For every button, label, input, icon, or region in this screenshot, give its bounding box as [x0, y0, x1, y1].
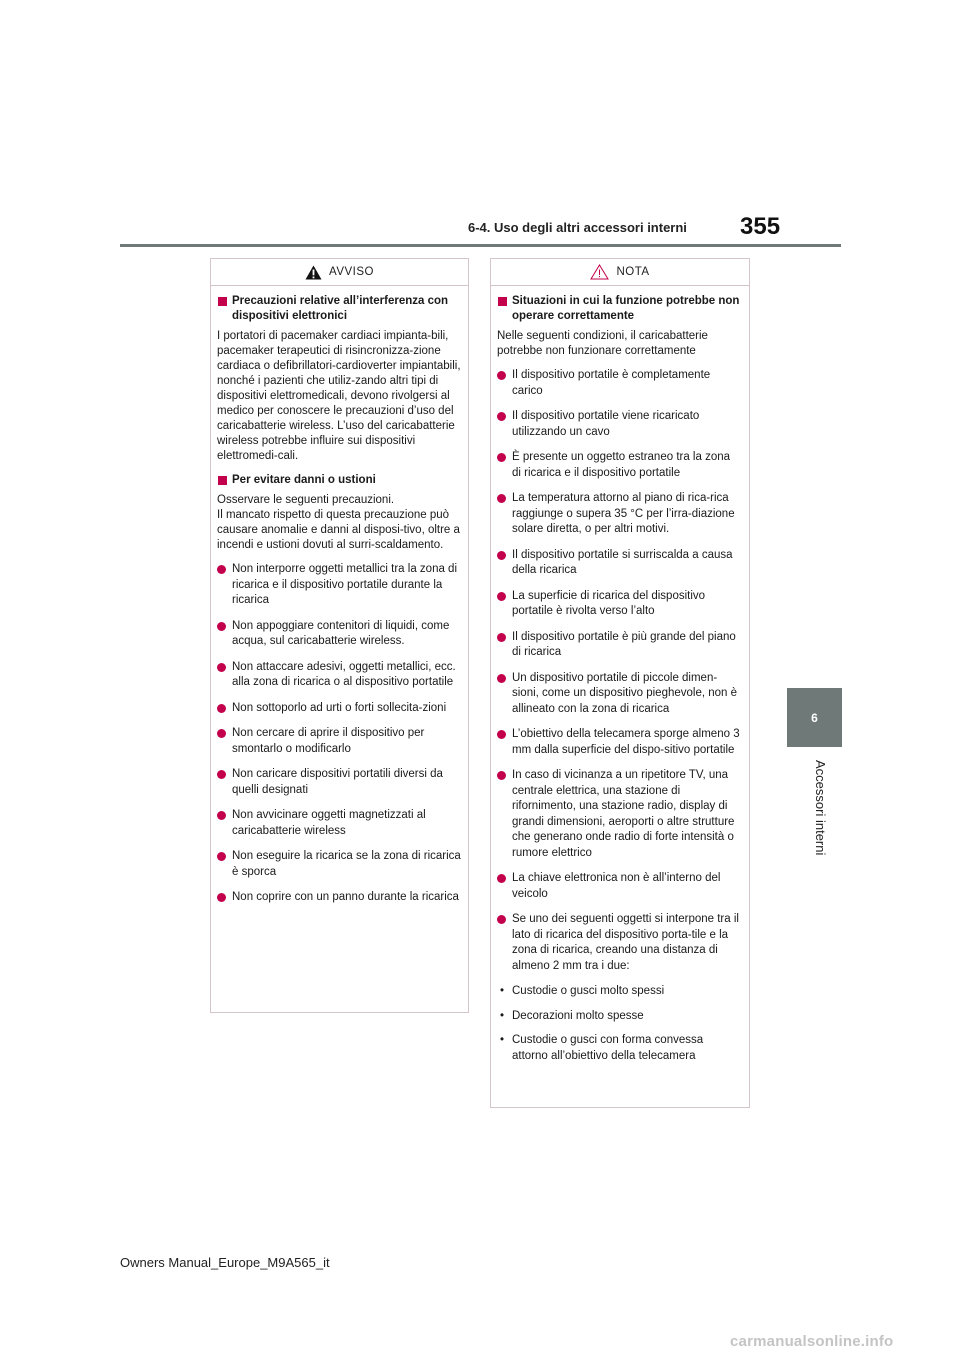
circle-bullet-icon	[497, 730, 506, 739]
note-intro: Nelle seguenti condizioni, il caricabatterie potrebbe non funzionare correttamente	[497, 330, 708, 357]
dot-bullet-icon: •	[500, 1009, 505, 1022]
note-box-header	[491, 259, 749, 286]
circle-bullet-icon	[217, 770, 226, 779]
circle-bullet-icon	[497, 674, 506, 683]
list-item: Il dispositivo portatile è completamente carico	[497, 368, 742, 399]
warning-section-title: Precauzioni relative all’interferenza con dispositivi elettronici	[217, 294, 461, 324]
warning-section-title: Per evitare danni o ustioni	[217, 473, 461, 488]
list-item: Non sottoporlo ad urti o forti sollecita-zioni	[217, 701, 461, 717]
dot-bullet-icon: •	[500, 1034, 505, 1046]
list-item: Il dispositivo portatile viene ricaricato utilizzando un cavo	[497, 409, 742, 440]
note-section-title: Situazioni in cui la funzione potrebbe non operare correttamente	[497, 294, 742, 324]
circle-bullet-icon	[497, 592, 506, 601]
circle-bullet-icon	[497, 633, 506, 642]
list-item: Non avvicinare oggetti magnetizzati al caricabatterie wireless	[217, 808, 461, 839]
chapter-label: Accessori interni	[813, 760, 828, 856]
circle-bullet-icon	[497, 494, 506, 503]
circle-bullet-icon	[217, 729, 226, 738]
warning-triangle-icon	[305, 265, 322, 280]
list-item: Non interporre oggetti metallici tra la zona di ricarica e il dispositivo portatile durante la ricarica	[217, 562, 461, 609]
list-item: Non coprire con un panno durante la ricarica	[217, 890, 461, 906]
circle-bullet-icon	[217, 852, 226, 861]
list-item: La chiave elettronica non è all’interno del veicolo	[497, 871, 742, 902]
sub-list-item: • Custodie o gusci molto spessi	[500, 984, 742, 1000]
list-item: In caso di vicinanza a un ripetitore TV, una centrale elettrica, una stazione di rifornimento, una stazione radio, display di grandi dimensioni, aeroporti o altre strutture che generano onde radio di forte intensità o rumore elettrico	[497, 768, 742, 861]
note-box-title: NOTA	[616, 266, 650, 278]
circle-bullet-icon	[217, 663, 226, 672]
circle-bullet-icon	[497, 371, 506, 380]
watermark: carmanualsonline.info	[730, 1333, 894, 1350]
warning-box-header	[211, 259, 468, 286]
chapter-tab-number: 6	[811, 710, 818, 725]
list-item: Non attaccare adesivi, oggetti metallici, ecc. alla zona di ricarica o al dispositivo portatile	[217, 660, 461, 691]
list-item: È presente un oggetto estraneo tra la zona di ricarica e il dispositivo portatile	[497, 450, 742, 481]
list-item: Un dispositivo portatile di piccole dimen-sioni, come un dispositivo pieghevole, non è allineato con la zona di ricarica	[497, 671, 742, 718]
note-box	[490, 258, 750, 1108]
circle-bullet-icon	[217, 622, 226, 631]
circle-bullet-icon	[217, 811, 226, 820]
footer-text: Owners Manual_Europe_M9A565_it	[120, 1255, 330, 1270]
section-title: 6-4. Uso degli altri accessori interni	[468, 220, 687, 235]
circle-bullet-icon	[217, 565, 226, 574]
circle-bullet-icon	[497, 412, 506, 421]
circle-bullet-icon	[497, 551, 506, 560]
list-item: La superficie di ricarica del dispositivo portatile è rivolta verso l’alto	[497, 589, 742, 620]
warning-paragraph: Osservare le seguenti precauzioni. Il mancato rispetto di questa precauzione può causare anomalie e danni al disposi-tivo, oltre a incendi e ustioni dovuti al surri-scaldamento.	[217, 494, 460, 551]
list-item: Non eseguire la ricarica se la zona di ricarica è sporca	[217, 849, 461, 880]
dot-bullet-icon: •	[500, 985, 505, 997]
sub-list-item: • Decorazioni molto spesse	[500, 1009, 742, 1025]
list-item: Non caricare dispositivi portatili diversi da quelli designati	[217, 767, 461, 798]
page-number: 355	[740, 213, 781, 240]
caution-outline-icon	[590, 264, 609, 280]
circle-bullet-icon	[217, 704, 226, 713]
circle-bullet-icon	[497, 771, 506, 780]
circle-bullet-icon	[217, 893, 226, 902]
list-item: Il dispositivo portatile si surriscalda a causa della ricarica	[497, 548, 742, 579]
circle-bullet-icon	[497, 874, 506, 883]
square-bullet-icon	[498, 297, 507, 306]
header-rule	[120, 244, 841, 247]
list-item: Il dispositivo portatile è più grande del piano di ricarica	[497, 630, 742, 661]
warning-box-title: AVVISO	[329, 266, 374, 278]
chapter-tab	[787, 688, 842, 747]
square-bullet-icon	[218, 476, 227, 485]
circle-bullet-icon	[497, 453, 506, 462]
square-bullet-icon	[218, 297, 227, 306]
sub-list-item: • Custodie o gusci con forma convessa attorno all’obiettivo della telecamera	[500, 1033, 742, 1064]
warning-box	[210, 258, 469, 1013]
list-item: Se uno dei seguenti oggetti si interpone tra il lato di ricarica del dispositivo porta-tile e la zona di ricarica, creando una distanza di almeno 2 mm tra i due:	[497, 912, 742, 974]
warning-paragraph: I portatori di pacemaker cardiaci impianta-bili, pacemaker terapeutici di risincronizza-zione cardiaca o defibrillatori-cardioverter impiantabili, nonché i pazienti che utiliz-zando altri tipi di dispositivi elettromedicali, devono rivolgersi al medico per conoscere le precauzioni d’uso del caricabatterie wireless. L’uso del caricabatterie wireless potrebbe influire sui dispositivi elettromedi-cali.	[217, 330, 461, 462]
list-item: Non cercare di aprire il dispositivo per smontarlo o modificarlo	[217, 726, 461, 757]
circle-bullet-icon	[497, 915, 506, 924]
list-item: Non appoggiare contenitori di liquidi, come acqua, sul caricabatterie wireless.	[217, 619, 461, 650]
list-item: La temperatura attorno al piano di rica-rica raggiunge o supera 35 °C per l’irra-diazione solare diretta, o per altri motivi.	[497, 491, 742, 538]
list-item: L’obiettivo della telecamera sporge almeno 3 mm dalla superficie del dispo-sitivo portatile	[497, 727, 742, 758]
